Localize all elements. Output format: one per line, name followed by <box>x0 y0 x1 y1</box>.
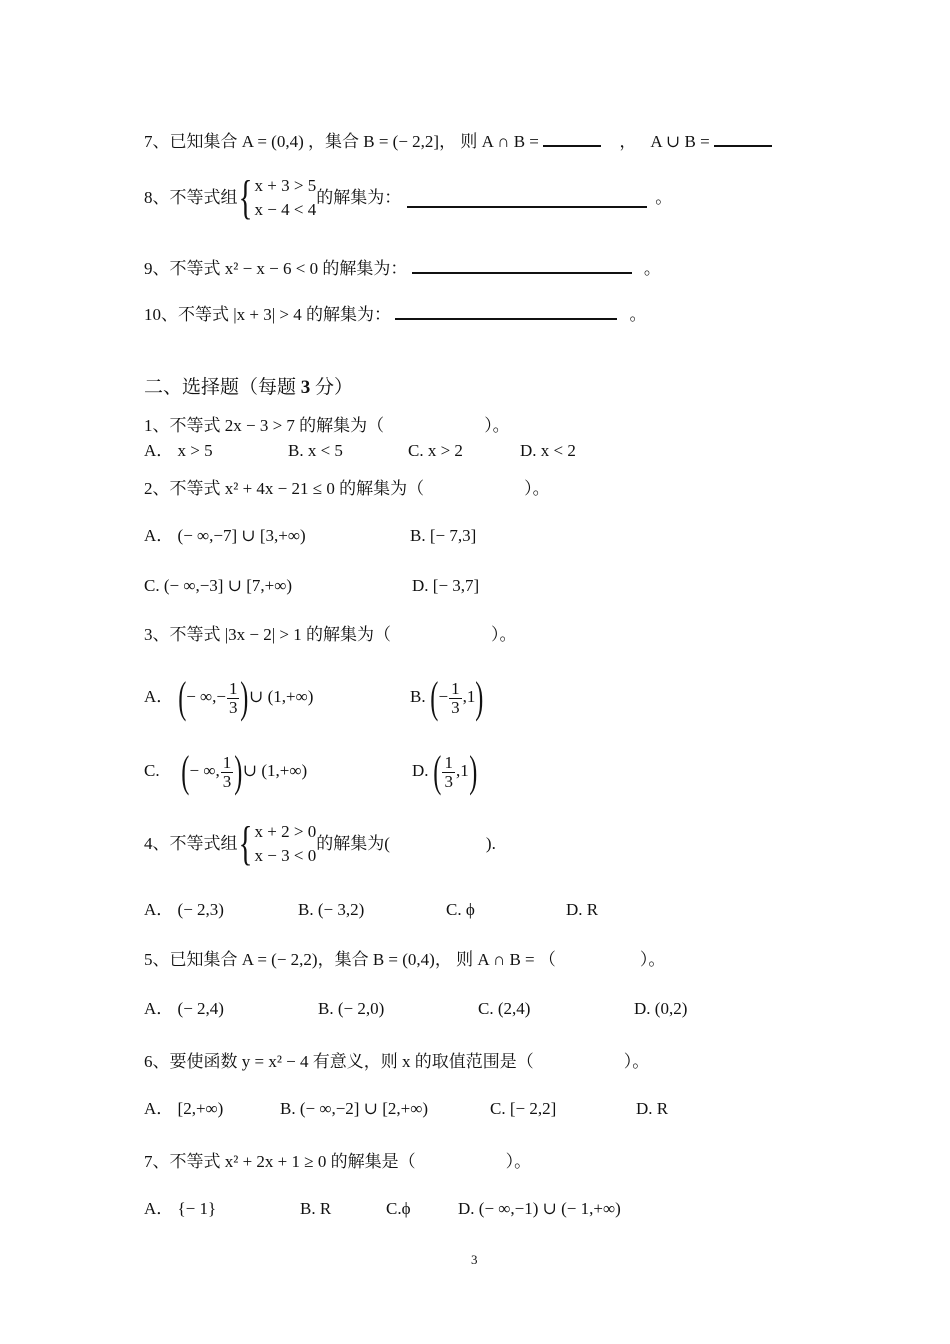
interval-text: − <box>438 686 449 706</box>
mc-q7-option-a[interactable]: A． {− 1} <box>144 1199 217 1218</box>
mc-q5-close: ）。 <box>639 950 666 969</box>
interval-text: ,1 <box>455 760 469 780</box>
system-row: x + 2 > 0 <box>254 822 317 841</box>
page-number: 3 <box>471 1252 478 1267</box>
fill-q8-suffix: 的解集为： <box>316 188 402 207</box>
fill-q7 <box>144 127 772 154</box>
mc-q2 <box>144 477 550 501</box>
fraction-denominator: 3 <box>228 697 238 717</box>
mc-q3-option-b[interactable] <box>410 673 484 722</box>
mc-q5-text: 5、已知集合 A = (− 2,2)，集合 B = (0,4)， 则 A ∩ B = （ <box>144 950 556 969</box>
mc-q7 <box>144 1150 531 1174</box>
right-paren-icon: ) <box>234 747 243 796</box>
fraction <box>227 680 240 717</box>
fill-q8 <box>144 171 673 224</box>
interval-text: ∪ (1,+∞) <box>249 686 314 706</box>
mc-q1-option-b[interactable]: B. x < 5 <box>288 441 343 460</box>
left-paren-icon: ( <box>430 673 439 722</box>
system-row: x − 3 < 0 <box>254 846 317 865</box>
mc-q4-prefix: 4、不等式组 <box>144 834 238 853</box>
mc-q7-close: ）。 <box>505 1152 532 1171</box>
fraction-denominator: 3 <box>451 697 460 717</box>
mc-q6-option-a[interactable]: A． [2,+∞) <box>144 1099 224 1118</box>
mc-q4-suffix: 的解集为( <box>316 834 390 853</box>
mc-q4-option-a[interactable]: A． (− 2,3) <box>144 900 224 919</box>
fill-q10-text: 10、不等式 |x + 3| > 4 的解集为： <box>144 305 391 324</box>
system-rows <box>255 174 317 222</box>
mc-q7-text: 7、不等式 x² + 2x + 1 ≥ 0 的解集是（ <box>144 1152 416 1171</box>
option-label: B. <box>410 686 426 706</box>
mc-q4-option-c[interactable]: C. ϕ <box>446 900 475 919</box>
mc-q6-close: ）。 <box>623 1052 650 1071</box>
left-paren-icon: ( <box>177 673 186 722</box>
mc-q7-option-c[interactable]: C.ϕ <box>386 1199 411 1218</box>
option-label: A． <box>144 686 174 706</box>
mc-q1-option-c[interactable]: C. x > 2 <box>408 441 463 460</box>
section-title <box>144 372 353 399</box>
mc-q6-option-b[interactable]: B. (− ∞,−2] ∪ [2,+∞) <box>280 1099 428 1118</box>
fraction <box>449 680 462 717</box>
mc-q4-close: ). <box>485 834 496 853</box>
mc-q3-option-c[interactable] <box>144 747 308 796</box>
fraction <box>442 754 455 791</box>
mc-q3-option-a[interactable] <box>144 673 314 722</box>
fraction-numerator: 1 <box>222 752 232 772</box>
mc-q2-option-c[interactable]: C. (− ∞,−3] ∪ [7,+∞) <box>144 576 292 595</box>
fill-q8-prefix: 8、不等式组 <box>144 188 238 207</box>
fraction-numerator: 1 <box>228 678 238 698</box>
mc-q1-option-a[interactable]: A． x > 5 <box>144 441 213 460</box>
fill-q9-end: 。 <box>643 259 661 278</box>
mc-q3-option-d[interactable] <box>412 747 478 796</box>
mc-q3-text: 3、不等式 |3x − 2| > 1 的解集为（ <box>144 625 391 644</box>
mc-q5-option-d[interactable]: D. (0,2) <box>634 999 688 1018</box>
fraction-denominator: 3 <box>222 771 232 791</box>
mc-q2-text: 2、不等式 x² + 4x − 21 ≤ 0 的解集为（ <box>144 479 425 498</box>
mc-q2-option-b[interactable]: B. [− 7,3] <box>410 526 477 545</box>
system-row: x + 3 > 5 <box>254 176 317 195</box>
section-title-prefix: 二、选择题（每题 <box>144 377 301 398</box>
fill-q10-end: 。 <box>629 305 647 324</box>
option-label: D. <box>412 760 429 780</box>
mc-q3 <box>144 623 516 647</box>
mc-q6-text: 6、要使函数 y = x² − 4 有意义，则 x 的取值范围是（ <box>144 1052 534 1071</box>
fill-q10 <box>144 300 646 327</box>
mc-q3-close: ）。 <box>490 625 517 644</box>
interval-text: ∪ (1,+∞) <box>242 760 308 780</box>
left-paren-icon: ( <box>181 747 190 796</box>
fraction-numerator: 1 <box>451 678 460 698</box>
fraction-numerator: 1 <box>444 752 453 772</box>
mc-q5-option-a[interactable]: A． (− 2,4) <box>144 999 224 1018</box>
right-paren-icon: ) <box>468 747 478 796</box>
fill-q9-text: 9、不等式 x² − x − 6 < 0 的解集为： <box>144 259 408 278</box>
mc-q6 <box>144 1050 649 1074</box>
answer-blank <box>412 254 632 274</box>
mc-q1 <box>144 414 510 438</box>
mc-q1-close: ）。 <box>484 416 510 435</box>
mc-q2-option-a[interactable]: A． (− ∞,−7] ∪ [3,+∞) <box>144 526 306 545</box>
system-row: x − 4 < 4 <box>254 200 317 219</box>
mc-q1-option-d[interactable]: D. x < 2 <box>520 441 576 460</box>
inequality-system <box>144 817 496 870</box>
mc-q2-close: ）。 <box>524 479 550 498</box>
fill-q7-text: 7、已知集合 A = (0,4) ，集合 B = (− 2,2]， 则 A ∩ B = <box>144 132 544 151</box>
right-paren-icon: ) <box>475 673 484 722</box>
inequality-system <box>144 171 673 224</box>
answer-blank <box>395 300 617 320</box>
mc-q5-option-c[interactable]: C. (2,4) <box>478 999 531 1018</box>
mc-q6-option-c[interactable]: C. [− 2,2] <box>490 1099 557 1118</box>
fill-q8-end: 。 <box>655 188 673 207</box>
mc-q1-text: 1、不等式 2x − 3 > 7 的解集为（ <box>144 416 385 435</box>
mc-q5-option-b[interactable]: B. (− 2,0) <box>318 999 385 1018</box>
section-title-suffix: 分） <box>310 377 354 398</box>
interval-text: − ∞, <box>189 760 220 780</box>
left-paren-icon: ( <box>433 747 442 796</box>
mc-q6-option-d[interactable]: D. R <box>636 1099 669 1118</box>
mc-q7-option-b[interactable]: B. R <box>300 1199 332 1218</box>
fraction <box>221 754 234 791</box>
mc-q4 <box>144 817 496 870</box>
answer-blank <box>714 127 772 147</box>
interval-text: − ∞,− <box>186 686 226 706</box>
system-rows <box>255 820 317 868</box>
fill-q7-union: A ∪ B = <box>650 132 714 151</box>
option-label: C. <box>144 760 160 780</box>
interval-text: ,1 <box>462 686 476 706</box>
mc-q4-option-d[interactable]: D. R <box>566 900 599 919</box>
section-title-points: 3 <box>300 377 311 398</box>
brace-icon: { <box>238 817 252 870</box>
fill-q7-sep: ， <box>619 132 637 151</box>
mc-q4-option-b[interactable]: B. (− 3,2) <box>298 900 365 919</box>
answer-blank <box>543 127 601 147</box>
fill-q9 <box>144 254 661 281</box>
mc-q2-option-d[interactable]: D. [− 3,7] <box>412 576 480 595</box>
brace-icon: { <box>238 171 252 224</box>
right-paren-icon: ) <box>240 673 249 722</box>
fraction-denominator: 3 <box>444 771 453 791</box>
mc-q7-option-d[interactable]: D. (− ∞,−1) ∪ (− 1,+∞) <box>458 1199 621 1218</box>
answer-blank <box>407 188 647 208</box>
mc-q5 <box>144 948 665 972</box>
